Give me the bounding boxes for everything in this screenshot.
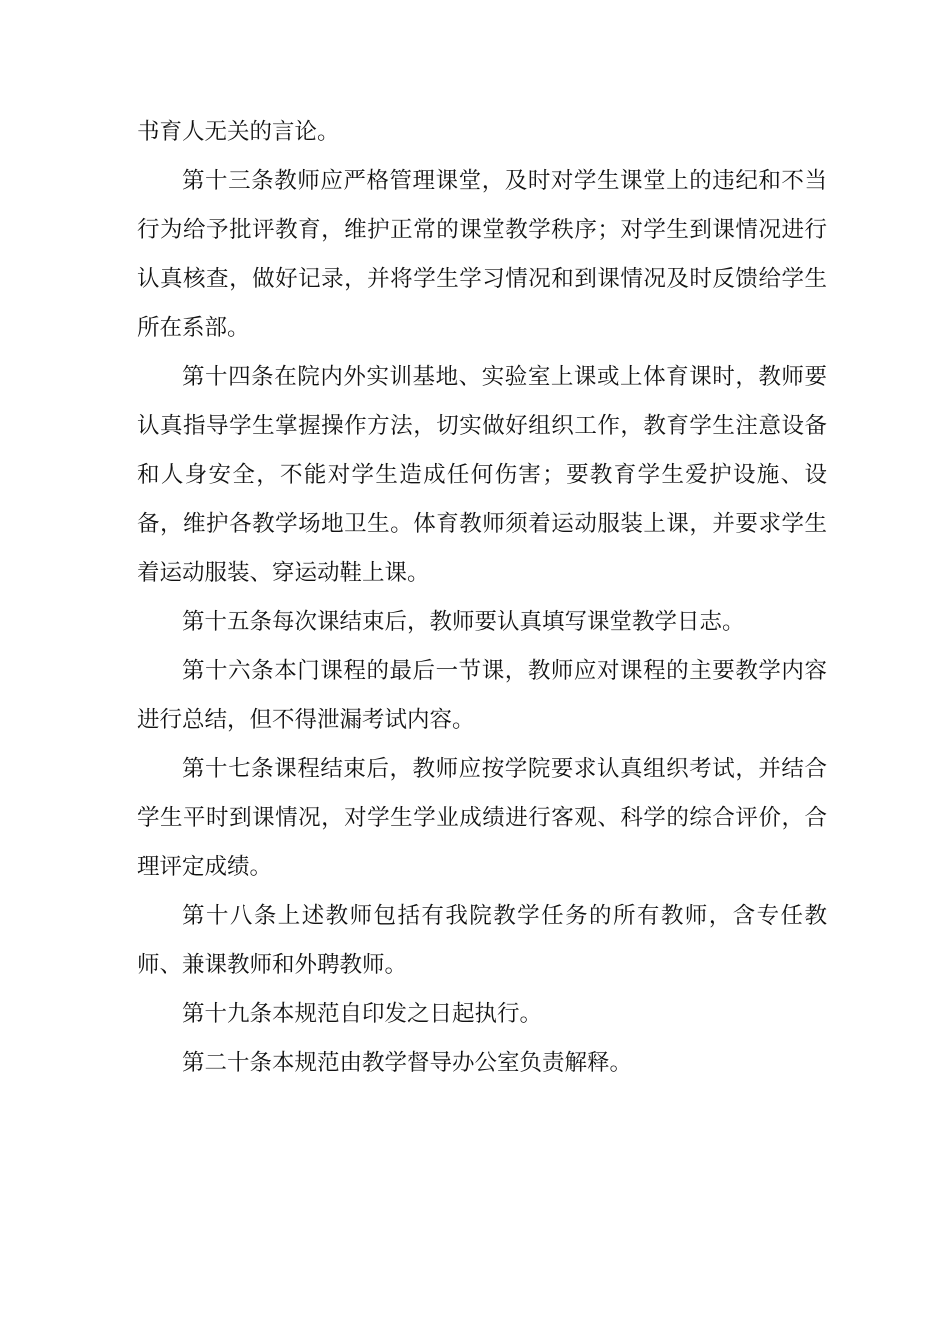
paragraph-article-13: 第十三条教师应严格管理课堂，及时对学生课堂上的违纪和不当行为给予批评教育，维护正常的课堂教学秩序；对学生到课情况进行认真核查，做好记录，并将学生学习情况和到课情况及时反馈给学生所在系部。 [137, 168, 827, 341]
paragraph-continuation: 书育人无关的言论。 [137, 119, 340, 145]
paragraph-article-20: 第二十条本规范由教学督导办公室负责解释。 [182, 1050, 633, 1076]
paragraph-article-17: 第十七条课程结束后，教师应按学院要求认真组织考试，并结合学生平时到课情况，对学生学业成绩进行客观、科学的综合评价，合理评定成绩。 [137, 756, 827, 880]
paragraph-article-18: 第十八条上述教师包括有我院教学任务的所有教师，含专任教师、兼课教师和外聘教师。 [137, 903, 827, 978]
document-body [137, 108, 827, 1088]
paragraph-article-14: 第十四条在院内外实训基地、实验室上课或上体育课时，教师要认真指导学生掌握操作方法，切实做好组织工作，教育学生注意设备和人身安全，不能对学生造成任何伤害；要教育学生爱护设施、设备，维护各教学场地卫生。体育教师须着运动服装上课，并要求学生着运动服装、穿运动鞋上课。 [137, 364, 827, 586]
paragraph-article-15: 第十五条每次课结束后，教师要认真填写课堂教学日志。 [182, 609, 745, 635]
paragraph-article-19: 第十九条本规范自印发之日起执行。 [182, 1001, 543, 1027]
paragraph-article-16: 第十六条本门课程的最后一节课，教师应对课程的主要教学内容进行总结，但不得泄漏考试内容。 [137, 658, 827, 733]
